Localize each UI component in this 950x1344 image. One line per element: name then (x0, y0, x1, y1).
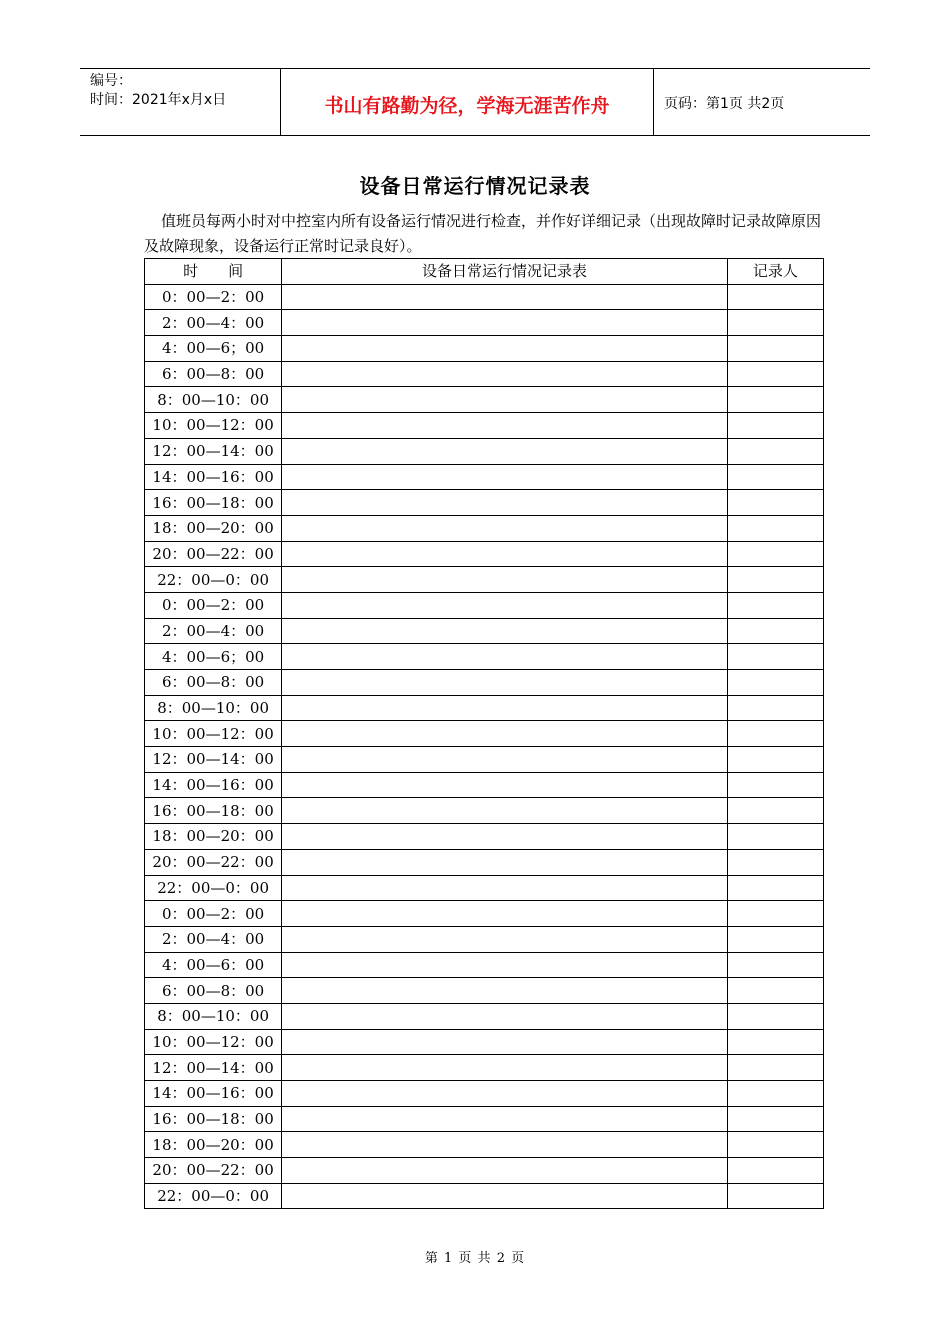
equipment-log-table (144, 258, 824, 1209)
time-slot-cell: 4：00—6：00 (145, 952, 282, 978)
record-cell[interactable] (282, 1003, 728, 1029)
time-slot-cell: 12：00—14：00 (145, 747, 282, 773)
time-slot-cell: 4：00—6；00 (145, 336, 282, 362)
document-title: 设备日常运行情况记录表 (359, 174, 591, 198)
table-row (145, 567, 824, 593)
time-slot-cell: 20：00—22：00 (145, 1158, 282, 1184)
recorder-cell[interactable] (727, 284, 823, 310)
time-slot-cell: 18：00—20：00 (145, 824, 282, 850)
recorder-cell[interactable] (727, 567, 823, 593)
table-row (145, 1183, 824, 1209)
record-cell[interactable] (282, 721, 728, 747)
table-row (145, 413, 824, 439)
record-cell[interactable] (282, 695, 728, 721)
table-header-row (145, 259, 824, 285)
recorder-cell[interactable] (727, 772, 823, 798)
record-cell[interactable] (282, 1106, 728, 1132)
table-row (145, 824, 824, 850)
recorder-cell[interactable] (727, 310, 823, 336)
record-cell[interactable] (282, 413, 728, 439)
time-slot-cell: 2：00—4：00 (145, 926, 282, 952)
time-slot-cell: 16：00—18：00 (145, 490, 282, 516)
recorder-cell[interactable] (727, 336, 823, 362)
time-slot-cell: 16：00—18：00 (145, 798, 282, 824)
table-row (145, 926, 824, 952)
record-cell[interactable] (282, 464, 728, 490)
intro-paragraph: 值班员每两小时对中控室内所有设备运行情况进行检查，并作好详细记录（出现故障时记录故障原因及故障现象，设备运行正常时记录良好）。 (144, 212, 822, 255)
time-slot-cell: 10：00—12：00 (145, 1029, 282, 1055)
recorder-cell[interactable] (727, 926, 823, 952)
record-cell[interactable] (282, 1055, 728, 1081)
table-row (145, 1081, 824, 1107)
table-row (145, 952, 824, 978)
record-cell[interactable] (282, 926, 728, 952)
record-cell[interactable] (282, 490, 728, 516)
recorder-cell[interactable] (727, 670, 823, 696)
table-row (145, 618, 824, 644)
record-cell[interactable] (282, 1183, 728, 1209)
record-cell[interactable] (282, 310, 728, 336)
record-cell[interactable] (282, 592, 728, 618)
time-slot-cell: 14：00—16：00 (145, 1081, 282, 1107)
recorder-cell[interactable] (727, 387, 823, 413)
record-cell[interactable] (282, 644, 728, 670)
time-slot-cell: 16：00—18：00 (145, 1106, 282, 1132)
time-slot-cell: 6：00—8：00 (145, 978, 282, 1004)
record-cell[interactable] (282, 618, 728, 644)
recorder-cell[interactable] (727, 361, 823, 387)
record-cell[interactable] (282, 1081, 728, 1107)
record-cell[interactable] (282, 875, 728, 901)
header-page-info: 页码：第1页 共2页 (664, 96, 785, 112)
table-row (145, 490, 824, 516)
time-slot-cell: 10：00—12：00 (145, 413, 282, 439)
time-slot-cell: 20：00—22：00 (145, 541, 282, 567)
table-row (145, 670, 824, 696)
table-row (145, 541, 824, 567)
time-slot-cell: 8：00—10：00 (145, 387, 282, 413)
table-row (145, 849, 824, 875)
time-slot-cell: 0：00—2：00 (145, 284, 282, 310)
time-slot-cell: 0：00—2：00 (145, 592, 282, 618)
table-row (145, 772, 824, 798)
recorder-cell[interactable] (727, 1081, 823, 1107)
record-cell[interactable] (282, 978, 728, 1004)
recorder-cell[interactable] (727, 747, 823, 773)
recorder-cell[interactable] (727, 1183, 823, 1209)
recorder-cell[interactable] (727, 1132, 823, 1158)
table-row (145, 1055, 824, 1081)
record-cell[interactable] (282, 901, 728, 927)
table-row (145, 747, 824, 773)
record-cell[interactable] (282, 772, 728, 798)
record-cell[interactable] (282, 567, 728, 593)
time-slot-cell: 18：00—20：00 (145, 515, 282, 541)
recorder-column-header: 记录人 (727, 259, 823, 285)
recorder-cell[interactable] (727, 1106, 823, 1132)
recorder-cell[interactable] (727, 515, 823, 541)
time-slot-cell: 0：00—2：00 (145, 901, 282, 927)
recorder-cell[interactable] (727, 798, 823, 824)
time-slot-cell: 20：00—22：00 (145, 849, 282, 875)
header-motto: 书山有路勤为径，学海无涯苦作舟 (281, 69, 654, 135)
table-row (145, 901, 824, 927)
record-cell[interactable] (282, 1132, 728, 1158)
table-row (145, 387, 824, 413)
number-label: 编号： (90, 73, 132, 89)
time-slot-cell: 2：00—4：00 (145, 618, 282, 644)
time-slot-cell: 22：00—0：00 (145, 1183, 282, 1209)
table-row (145, 721, 824, 747)
recorder-cell[interactable] (727, 490, 823, 516)
time-slot-cell: 22：00—0：00 (145, 567, 282, 593)
time-slot-cell: 4：00—6；00 (145, 644, 282, 670)
record-cell[interactable] (282, 798, 728, 824)
table-row (145, 1003, 824, 1029)
time-slot-cell: 8：00—10：00 (145, 1003, 282, 1029)
recorder-cell[interactable] (727, 1158, 823, 1184)
table-row (145, 1132, 824, 1158)
recorder-cell[interactable] (727, 849, 823, 875)
record-cell[interactable] (282, 747, 728, 773)
table-row (145, 515, 824, 541)
recorder-cell[interactable] (727, 541, 823, 567)
table-body (145, 284, 824, 1209)
table-row (145, 798, 824, 824)
record-cell[interactable] (282, 824, 728, 850)
record-cell[interactable] (282, 438, 728, 464)
time-slot-cell: 12：00—14：00 (145, 1055, 282, 1081)
table-row (145, 464, 824, 490)
date-label: 时间：2021年x月x日 (90, 92, 227, 108)
recorder-cell[interactable] (727, 644, 823, 670)
table-row (145, 336, 824, 362)
table-row (145, 592, 824, 618)
time-slot-cell: 18：00—20：00 (145, 1132, 282, 1158)
time-column-header: 时 间 (145, 259, 282, 285)
recorder-cell[interactable] (727, 952, 823, 978)
recorder-cell[interactable] (727, 901, 823, 927)
table-row (145, 978, 824, 1004)
table-row (145, 644, 824, 670)
table-row (145, 1029, 824, 1055)
page-header (80, 68, 870, 136)
record-cell[interactable] (282, 515, 728, 541)
time-slot-cell: 14：00—16：00 (145, 772, 282, 798)
time-slot-cell: 12：00—14：00 (145, 438, 282, 464)
recorder-cell[interactable] (727, 618, 823, 644)
recorder-cell[interactable] (727, 721, 823, 747)
record-cell[interactable] (282, 336, 728, 362)
record-cell[interactable] (282, 1029, 728, 1055)
recorder-cell[interactable] (727, 1029, 823, 1055)
table-row (145, 1106, 824, 1132)
table-row (145, 361, 824, 387)
recorder-cell[interactable] (727, 413, 823, 439)
page-footer: 第 1 页 共 2 页 (424, 1251, 526, 1266)
recorder-cell[interactable] (727, 875, 823, 901)
recorder-cell[interactable] (727, 1055, 823, 1081)
recorder-cell[interactable] (727, 978, 823, 1004)
recorder-cell[interactable] (727, 464, 823, 490)
table-row (145, 875, 824, 901)
record-cell[interactable] (282, 1158, 728, 1184)
time-slot-cell: 6：00—8：00 (145, 361, 282, 387)
record-cell[interactable] (282, 284, 728, 310)
recorder-cell[interactable] (727, 1003, 823, 1029)
recorder-cell[interactable] (727, 695, 823, 721)
header-meta (80, 69, 281, 135)
recorder-cell[interactable] (727, 824, 823, 850)
record-cell[interactable] (282, 387, 728, 413)
record-cell[interactable] (282, 361, 728, 387)
time-slot-cell: 22：00—0：00 (145, 875, 282, 901)
table-row (145, 1158, 824, 1184)
time-slot-cell: 14：00—16：00 (145, 464, 282, 490)
recorder-cell[interactable] (727, 438, 823, 464)
time-slot-cell: 2：00—4：00 (145, 310, 282, 336)
record-cell[interactable] (282, 541, 728, 567)
record-cell[interactable] (282, 849, 728, 875)
record-cell[interactable] (282, 670, 728, 696)
table-row (145, 284, 824, 310)
time-slot-cell: 6：00—8：00 (145, 670, 282, 696)
table-row (145, 310, 824, 336)
table-row (145, 438, 824, 464)
time-slot-cell: 10：00—12：00 (145, 721, 282, 747)
time-slot-cell: 8：00—10：00 (145, 695, 282, 721)
record-column-header: 设备日常运行情况记录表 (282, 259, 728, 285)
record-cell[interactable] (282, 952, 728, 978)
table-row (145, 695, 824, 721)
recorder-cell[interactable] (727, 592, 823, 618)
